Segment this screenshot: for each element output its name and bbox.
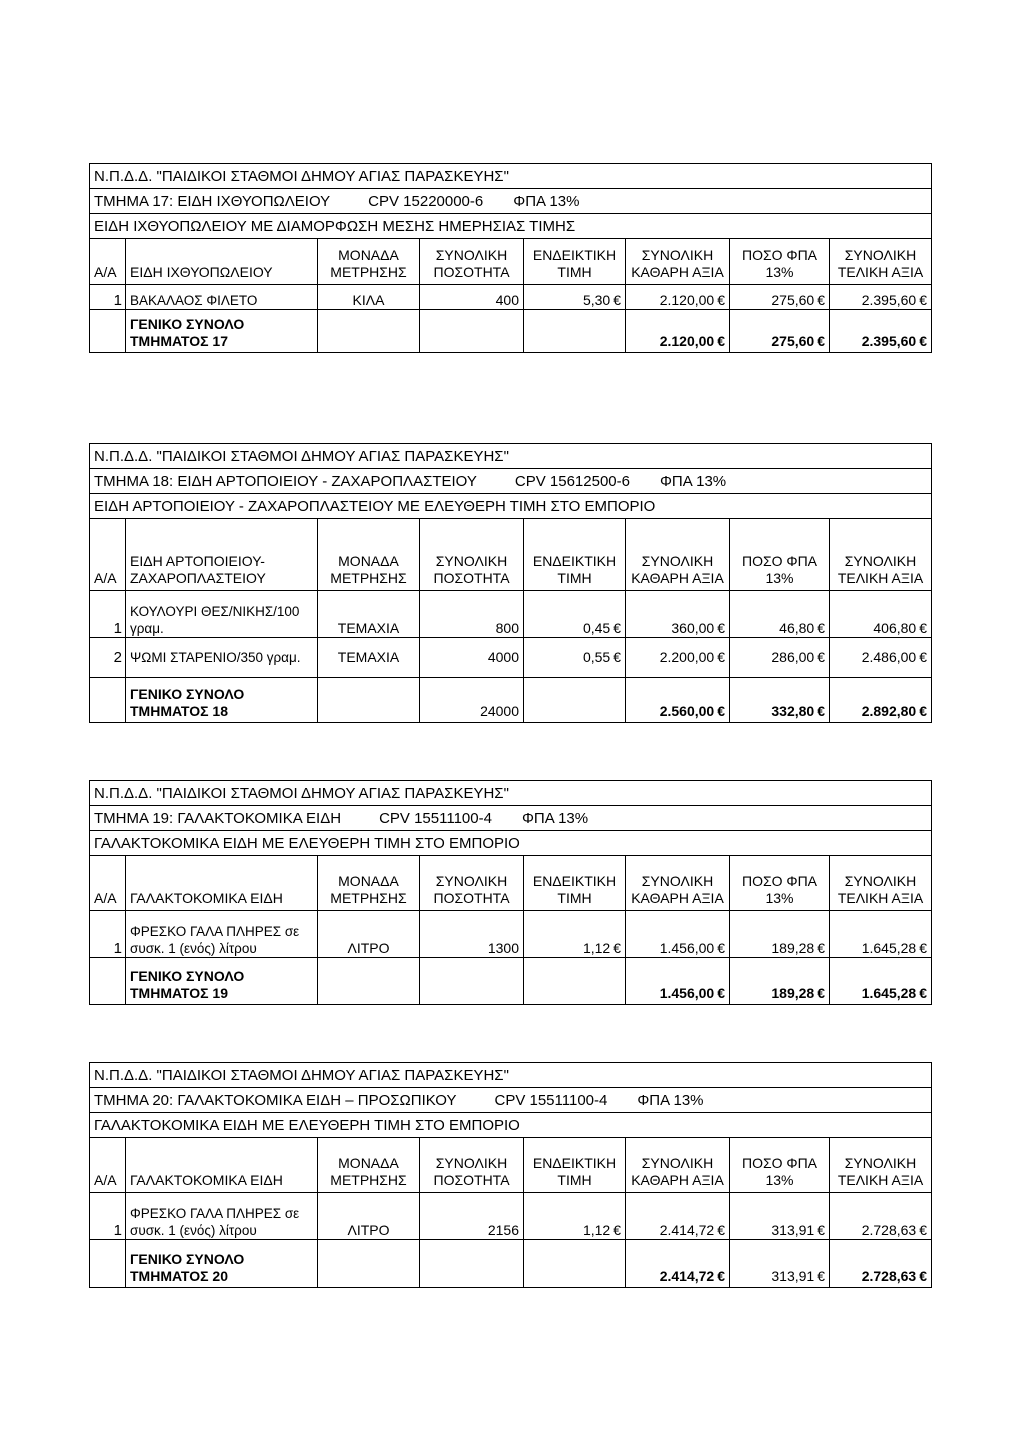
euro-symbol: € [817, 333, 825, 349]
euro-symbol: € [717, 620, 725, 636]
col-header-item-line: ΖΑΧΑΡΟΠΛΑΣΤΕΙΟΥ [130, 570, 266, 586]
col-header-line: ΜΟΝΑΔΑ [338, 873, 399, 889]
row-vat [730, 591, 830, 638]
col-header-line: ΜΟΝΑΔΑ [338, 553, 399, 569]
lot-name: ΤΜΗΜΑ 17: ΕΙΔΗ ΙΧΘΥΟΠΩΛΕΙΟΥ [94, 192, 331, 210]
total-total [830, 1240, 932, 1288]
total-unit-empty [318, 1240, 420, 1288]
col-header-unit [318, 519, 420, 591]
lot-17-section [89, 163, 931, 353]
col-header-line: ΣΥΝΟΛΙΚΗ [844, 1155, 917, 1171]
value: 406,80 [873, 620, 917, 636]
vat-rate: ΦΠΑ 13% [513, 192, 580, 210]
org-title: Ν.Π.Δ.Δ. "ΠΑΙΔΙΚΟΙ ΣΤΑΘΜΟΙ ΔΗΜΟΥ ΑΓΙΑΣ ΠΑΡΑΣΚΕΥΗΣ" [90, 164, 932, 189]
table-row [90, 911, 932, 958]
row-total [830, 638, 932, 678]
total-label-line: ΓΕΝΙΚΟ ΣΥΝΟΛΟ [130, 686, 245, 702]
row-price [524, 638, 626, 678]
euro-symbol: € [817, 985, 825, 1001]
col-header-line: ΤΙΜΗ [557, 264, 592, 280]
col-header-line: ΜΟΝΑΔΑ [338, 247, 399, 263]
euro-symbol: € [919, 333, 928, 349]
total-label-line: ΤΜΗΜΑΤΟΣ 19 [130, 985, 228, 1001]
col-header-line: ΠΟΣΟ ΦΠΑ [741, 873, 818, 889]
col-header-qty [420, 1138, 524, 1193]
col-header-price [524, 856, 626, 911]
lot-description: ΕΙΔΗ ΙΧΘΥΟΠΩΛΕΙΟΥ ΜΕ ΔΙΑΜΟΡΦΩΣΗ ΜΕΣΗΣ ΗΜΕΡΗΣΙΑΣ ΤΙΜΗΣ [90, 214, 932, 239]
total-label [126, 310, 318, 353]
value: 2.200,00 [659, 649, 715, 665]
col-header-line: ΕΝΔΕΙΚΤΙΚΗ [532, 873, 617, 889]
value: 286,00 [771, 649, 815, 665]
lot-name: ΤΜΗΜΑ 19: ΓΑΛΑΚΤΟΚΟΜΙΚΑ ΕΙΔΗ [94, 809, 342, 827]
euro-symbol: € [919, 649, 928, 665]
total-aa-empty [90, 678, 126, 723]
col-header-line: ΠΟΣΟΤΗΤΑ [433, 890, 510, 906]
value: 2.560,00 [659, 703, 715, 719]
euro-symbol: € [919, 1268, 928, 1284]
col-header-line: ΜΕΤΡΗΣΗΣ [330, 264, 407, 280]
row-item [126, 911, 318, 958]
total-price-empty [524, 678, 626, 723]
row-aa: 2 [90, 638, 126, 678]
lot-title [90, 1088, 932, 1113]
total-row [90, 678, 932, 723]
total-vat [730, 1240, 830, 1288]
row-item [126, 591, 318, 638]
col-header-vat [730, 239, 830, 285]
row-net [626, 1193, 730, 1240]
total-label-line: ΤΜΗΜΑΤΟΣ 17 [130, 333, 228, 349]
value: 2.892,80 [861, 703, 917, 719]
col-header-line: ΠΟΣΟΤΗΤΑ [433, 1172, 510, 1188]
total-aa-empty [90, 310, 126, 353]
col-header-item-line: ΓΑΛΑΚΤΟΚΟΜΙΚΑ ΕΙΔΗ [130, 890, 283, 906]
col-header-item-line: ΕΙΔΗ ΑΡΤΟΠΟΙΕΙΟΥ- [130, 553, 265, 569]
row-qty: 1300 [420, 911, 524, 958]
row-qty: 800 [420, 591, 524, 638]
total-label [126, 1240, 318, 1288]
value: 313,91 [771, 1268, 815, 1284]
value: 1.456,00 [659, 940, 715, 956]
total-net [626, 310, 730, 353]
col-header-line: ΣΥΝΟΛΙΚΗ [844, 553, 917, 569]
total-row [90, 958, 932, 1005]
lot-description: ΕΙΔΗ ΑΡΤΟΠΟΙΕΙΟΥ - ΖΑΧΑΡΟΠΛΑΣΤΕΙΟΥ ΜΕ ΕΛΕΥΘΕΡΗ ΤΙΜΗ ΣΤΟ ΕΜΠΟΡΙΟ [90, 494, 932, 519]
table-row [90, 285, 932, 310]
row-net [626, 591, 730, 638]
row-vat [730, 1193, 830, 1240]
col-header-aa: Α/Α [90, 1138, 126, 1193]
col-header-item [126, 1138, 318, 1193]
col-header-line: ΣΥΝΟΛΙΚΗ [435, 873, 508, 889]
euro-symbol: € [919, 940, 928, 956]
lot-20-section [89, 1062, 931, 1288]
total-label [126, 678, 318, 723]
row-aa: 1 [90, 1193, 126, 1240]
col-header-line: ΤΕΛΙΚΗ ΑΞΙΑ [837, 570, 924, 586]
total-vat [730, 310, 830, 353]
value: 332,80 [771, 703, 815, 719]
col-header-line: ΣΥΝΟΛΙΚΗ [435, 553, 508, 569]
row-vat [730, 911, 830, 958]
cpv-code: CPV 15220000-6 [368, 192, 484, 210]
col-header-line: ΠΟΣΟ ΦΠΑ [741, 1155, 818, 1171]
value: 1.645,28 [861, 940, 917, 956]
col-header-line: ΚΑΘΑΡΗ ΑΞΙΑ [631, 264, 724, 280]
value: 2.414,72 [659, 1222, 715, 1238]
lot-18-section [89, 443, 931, 723]
row-price [524, 285, 626, 310]
value: 2.414,72 [659, 1268, 715, 1284]
euro-symbol: € [613, 1222, 621, 1238]
euro-symbol: € [919, 620, 928, 636]
col-header-unit [318, 239, 420, 285]
total-vat [730, 678, 830, 723]
euro-symbol: € [817, 292, 825, 308]
col-header-line: ΣΥΝΟΛΙΚΗ [435, 247, 508, 263]
row-total [830, 911, 932, 958]
value: 275,60 [771, 333, 815, 349]
row-qty: 2156 [420, 1193, 524, 1240]
value: 313,91 [771, 1222, 815, 1238]
row-unit: ΛΙΤΡΟ [318, 1193, 420, 1240]
lot-table [89, 163, 932, 353]
table-row [90, 1193, 932, 1240]
value: 1,12 [582, 1222, 611, 1238]
total-net [626, 678, 730, 723]
col-header-line: ΚΑΘΑΡΗ ΑΞΙΑ [631, 890, 724, 906]
euro-symbol: € [717, 985, 725, 1001]
vat-rate: ΦΠΑ 13% [521, 809, 589, 827]
value: 360,00 [671, 620, 715, 636]
col-header-line: ΣΥΝΟΛΙΚΗ [435, 1155, 508, 1171]
col-header-line: ΤΙΜΗ [557, 890, 592, 906]
total-label-line: ΓΕΝΙΚΟ ΣΥΝΟΛΟ [130, 1251, 245, 1267]
col-header-item [126, 856, 318, 911]
euro-symbol: € [817, 620, 825, 636]
total-aa-empty [90, 958, 126, 1005]
col-header-line: ΠΟΣΟ ΦΠΑ [741, 247, 818, 263]
euro-symbol: € [817, 649, 825, 665]
vat-rate: ΦΠΑ 13% [659, 472, 727, 490]
col-header-line: ΠΟΣΟΤΗΤΑ [433, 264, 510, 280]
total-label-line: ΓΕΝΙΚΟ ΣΥΝΟΛΟ [130, 316, 245, 332]
euro-symbol: € [817, 703, 825, 719]
row-aa: 1 [90, 591, 126, 638]
row-item-line: ΦΡΕΣΚΟ ΓΑΛΑ ΠΛΗΡΕΣ σε [130, 1206, 300, 1221]
col-header-line: ΤΕΛΙΚΗ ΑΞΙΑ [837, 264, 924, 280]
row-qty: 4000 [420, 638, 524, 678]
lot-title [90, 189, 932, 214]
total-price-empty [524, 310, 626, 353]
col-header-item [126, 519, 318, 591]
col-header-vat [730, 856, 830, 911]
value: 0,55 [582, 649, 611, 665]
col-header-qty [420, 856, 524, 911]
col-header-aa: Α/Α [90, 519, 126, 591]
col-header-line: ΣΥΝΟΛΙΚΗ [641, 553, 714, 569]
value: 1.645,28 [861, 985, 917, 1001]
euro-symbol: € [717, 703, 725, 719]
lot-description: ΓΑΛΑΚΤΟΚΟΜΙΚΑ ΕΙΔΗ ΜΕ ΕΛΕΥΘΕΡΗ ΤΙΜΗ ΣΤΟ ΕΜΠΟΡΙΟ [90, 1113, 932, 1138]
row-net [626, 911, 730, 958]
col-header-line: ΠΟΣΟΤΗΤΑ [433, 570, 510, 586]
row-total [830, 285, 932, 310]
row-unit: ΚΙΛΑ [318, 285, 420, 310]
value: 2.728,63 [861, 1222, 917, 1238]
col-header-line: 13% [765, 1172, 794, 1188]
row-unit: ΤΕΜΑΧΙΑ [318, 591, 420, 638]
lot-19-section [89, 780, 931, 1005]
value: 5,30 [582, 292, 611, 308]
total-label-line: ΤΜΗΜΑΤΟΣ 18 [130, 703, 228, 719]
total-qty [420, 1240, 524, 1288]
col-header-line: 13% [765, 570, 794, 586]
org-title: Ν.Π.Δ.Δ. "ΠΑΙΔΙΚΟΙ ΣΤΑΘΜΟΙ ΔΗΜΟΥ ΑΓΙΑΣ ΠΑΡΑΣΚΕΥΗΣ" [90, 781, 932, 806]
euro-symbol: € [717, 333, 725, 349]
row-unit: ΛΙΤΡΟ [318, 911, 420, 958]
total-unit-empty [318, 310, 420, 353]
value: 2.120,00 [659, 333, 715, 349]
col-header-line: ΣΥΝΟΛΙΚΗ [641, 247, 714, 263]
total-qty: 24000 [420, 678, 524, 723]
euro-symbol: € [613, 292, 621, 308]
euro-symbol: € [613, 620, 621, 636]
col-header-total [830, 856, 932, 911]
row-net [626, 285, 730, 310]
col-header-vat [730, 1138, 830, 1193]
col-header-line: ΣΥΝΟΛΙΚΗ [844, 247, 917, 263]
col-header-aa: Α/Α [90, 856, 126, 911]
row-vat [730, 638, 830, 678]
col-header-line: ΕΝΔΕΙΚΤΙΚΗ [532, 1155, 617, 1171]
row-price [524, 911, 626, 958]
euro-symbol: € [817, 940, 825, 956]
col-header-line: ΕΝΔΕΙΚΤΙΚΗ [532, 553, 617, 569]
euro-symbol: € [919, 985, 928, 1001]
col-header-line: ΣΥΝΟΛΙΚΗ [641, 873, 714, 889]
value: 2.486,00 [861, 649, 917, 665]
col-header-vat [730, 519, 830, 591]
euro-symbol: € [817, 1268, 825, 1284]
vat-rate: ΦΠΑ 13% [637, 1091, 704, 1109]
col-header-line: ΜΕΤΡΗΣΗΣ [330, 570, 407, 586]
total-unit-empty [318, 678, 420, 723]
col-header-item-line: ΓΑΛΑΚΤΟΚΟΜΙΚΑ ΕΙΔΗ [130, 1172, 283, 1188]
row-item-line: συσκ. 1 (ενός) λίτρου [130, 941, 257, 956]
value: 275,60 [771, 292, 815, 308]
total-label-line: ΤΜΗΜΑΤΟΣ 20 [130, 1268, 228, 1284]
col-header-net [626, 519, 730, 591]
col-header-qty [420, 519, 524, 591]
col-header-line: ΤΕΛΙΚΗ ΑΞΙΑ [837, 1172, 924, 1188]
row-item-line: συσκ. 1 (ενός) λίτρου [130, 1223, 257, 1238]
value: 2.120,00 [659, 292, 715, 308]
org-title: Ν.Π.Δ.Δ. "ΠΑΙΔΙΚΟΙ ΣΤΑΘΜΟΙ ΔΗΜΟΥ ΑΓΙΑΣ ΠΑΡΑΣΚΕΥΗΣ" [90, 1063, 932, 1088]
col-header-unit [318, 1138, 420, 1193]
value: 2.395,60 [861, 333, 917, 349]
euro-symbol: € [613, 940, 621, 956]
total-price-empty [524, 958, 626, 1005]
col-header-total [830, 1138, 932, 1193]
value: 189,28 [771, 985, 815, 1001]
row-qty: 400 [420, 285, 524, 310]
row-item-line: γραμ. [130, 621, 164, 636]
row-item-line: ΨΩΜΙ ΣΤΑΡΕΝΙΟ/350 γραμ. [130, 650, 301, 665]
col-header-line: ΚΑΘΑΡΗ ΑΞΙΑ [631, 1172, 724, 1188]
row-aa: 1 [90, 911, 126, 958]
total-total [830, 310, 932, 353]
total-price-empty [524, 1240, 626, 1288]
col-header-line: ΤΙΜΗ [557, 1172, 592, 1188]
col-header-net [626, 1138, 730, 1193]
col-header-line: ΠΟΣΟ ΦΠΑ [741, 553, 818, 569]
row-vat [730, 285, 830, 310]
col-header-total [830, 239, 932, 285]
euro-symbol: € [717, 292, 725, 308]
row-item-line: ΒΑΚΑΛΑΟΣ ΦΙΛΕΤΟ [130, 293, 258, 308]
total-net [626, 1240, 730, 1288]
lot-title [90, 469, 932, 494]
row-net [626, 638, 730, 678]
table-row [90, 591, 932, 638]
total-total [830, 958, 932, 1005]
col-header-price [524, 519, 626, 591]
col-header-line: ΚΑΘΑΡΗ ΑΞΙΑ [631, 570, 724, 586]
cpv-code: CPV 15612500-6 [514, 472, 630, 490]
cpv-code: CPV 15511100-4 [494, 1091, 608, 1109]
table-row [90, 638, 932, 678]
row-price [524, 591, 626, 638]
col-header-net [626, 856, 730, 911]
value: 1,12 [582, 940, 611, 956]
row-item [126, 1193, 318, 1240]
cpv-code: CPV 15511100-4 [379, 809, 492, 827]
col-header-line: ΣΥΝΟΛΙΚΗ [844, 873, 917, 889]
total-label-line: ΓΕΝΙΚΟ ΣΥΝΟΛΟ [130, 968, 245, 984]
total-aa-empty [90, 1240, 126, 1288]
row-item [126, 638, 318, 678]
lot-table [89, 1062, 932, 1288]
euro-symbol: € [717, 1222, 725, 1238]
total-row [90, 1240, 932, 1288]
col-header-line: ΕΝΔΕΙΚΤΙΚΗ [532, 247, 617, 263]
total-total [830, 678, 932, 723]
col-header-unit [318, 856, 420, 911]
lot-description: ΓΑΛΑΚΤΟΚΟΜΙΚΑ ΕΙΔΗ ΜΕ ΕΛΕΥΘΕΡΗ ΤΙΜΗ ΣΤΟ ΕΜΠΟΡΙΟ [90, 831, 932, 856]
row-unit: ΤΕΜΑΧΙΑ [318, 638, 420, 678]
col-header-line: ΜΕΤΡΗΣΗΣ [330, 890, 407, 906]
euro-symbol: € [919, 1222, 928, 1238]
lot-name: ΤΜΗΜΑ 18: ΕΙΔΗ ΑΡΤΟΠΟΙΕΙΟΥ - ΖΑΧΑΡΟΠΛΑΣΤΕΙΟΥ [94, 472, 477, 490]
lot-table [89, 443, 932, 723]
value: 1.456,00 [659, 985, 715, 1001]
col-header-item-line: ΕΙΔΗ ΙΧΘΥΟΠΩΛΕΙΟΥ [130, 264, 273, 280]
euro-symbol: € [717, 940, 725, 956]
col-header-line: 13% [765, 890, 794, 906]
total-net [626, 958, 730, 1005]
total-qty [420, 958, 524, 1005]
row-total [830, 591, 932, 638]
row-aa: 1 [90, 285, 126, 310]
row-total [830, 1193, 932, 1240]
col-header-total [830, 519, 932, 591]
col-header-item [126, 239, 318, 285]
euro-symbol: € [919, 703, 928, 719]
value: 46,80 [779, 620, 815, 636]
row-price [524, 1193, 626, 1240]
org-title: Ν.Π.Δ.Δ. "ΠΑΙΔΙΚΟΙ ΣΤΑΘΜΟΙ ΔΗΜΟΥ ΑΓΙΑΣ ΠΑΡΑΣΚΕΥΗΣ" [90, 444, 932, 469]
total-label [126, 958, 318, 1005]
euro-symbol: € [613, 649, 621, 665]
value: 2.728,63 [861, 1268, 917, 1284]
col-header-price [524, 1138, 626, 1193]
lot-table [89, 780, 932, 1005]
col-header-line: ΜΟΝΑΔΑ [338, 1155, 399, 1171]
col-header-line: ΣΥΝΟΛΙΚΗ [641, 1155, 714, 1171]
total-vat [730, 958, 830, 1005]
col-header-net [626, 239, 730, 285]
row-item [126, 285, 318, 310]
col-header-line: ΜΕΤΡΗΣΗΣ [330, 1172, 407, 1188]
euro-symbol: € [717, 649, 725, 665]
col-header-line: 13% [765, 264, 794, 280]
row-item-line: ΚΟΥΛΟΥΡΙ ΘΕΣ/ΝΙΚΗΣ/100 [130, 604, 300, 619]
lot-name: ΤΜΗΜΑ 20: ΓΑΛΑΚΤΟΚΟΜΙΚΑ ΕΙΔΗ – ΠΡΟΣΩΠΙΚΟΥ [94, 1091, 457, 1109]
lot-title [90, 806, 932, 831]
euro-symbol: € [919, 292, 928, 308]
col-header-line: ΤΙΜΗ [557, 570, 592, 586]
col-header-aa: Α/Α [90, 239, 126, 285]
value: 189,28 [771, 940, 815, 956]
total-qty [420, 310, 524, 353]
total-unit-empty [318, 958, 420, 1005]
euro-symbol: € [717, 1268, 725, 1284]
row-item-line: ΦΡΕΣΚΟ ΓΑΛΑ ΠΛΗΡΕΣ σε [130, 924, 300, 939]
total-row [90, 310, 932, 353]
col-header-price [524, 239, 626, 285]
euro-symbol: € [817, 1222, 825, 1238]
col-header-qty [420, 239, 524, 285]
col-header-line: ΤΕΛΙΚΗ ΑΞΙΑ [837, 890, 924, 906]
value: 2.395,60 [861, 292, 917, 308]
value: 0,45 [582, 620, 611, 636]
